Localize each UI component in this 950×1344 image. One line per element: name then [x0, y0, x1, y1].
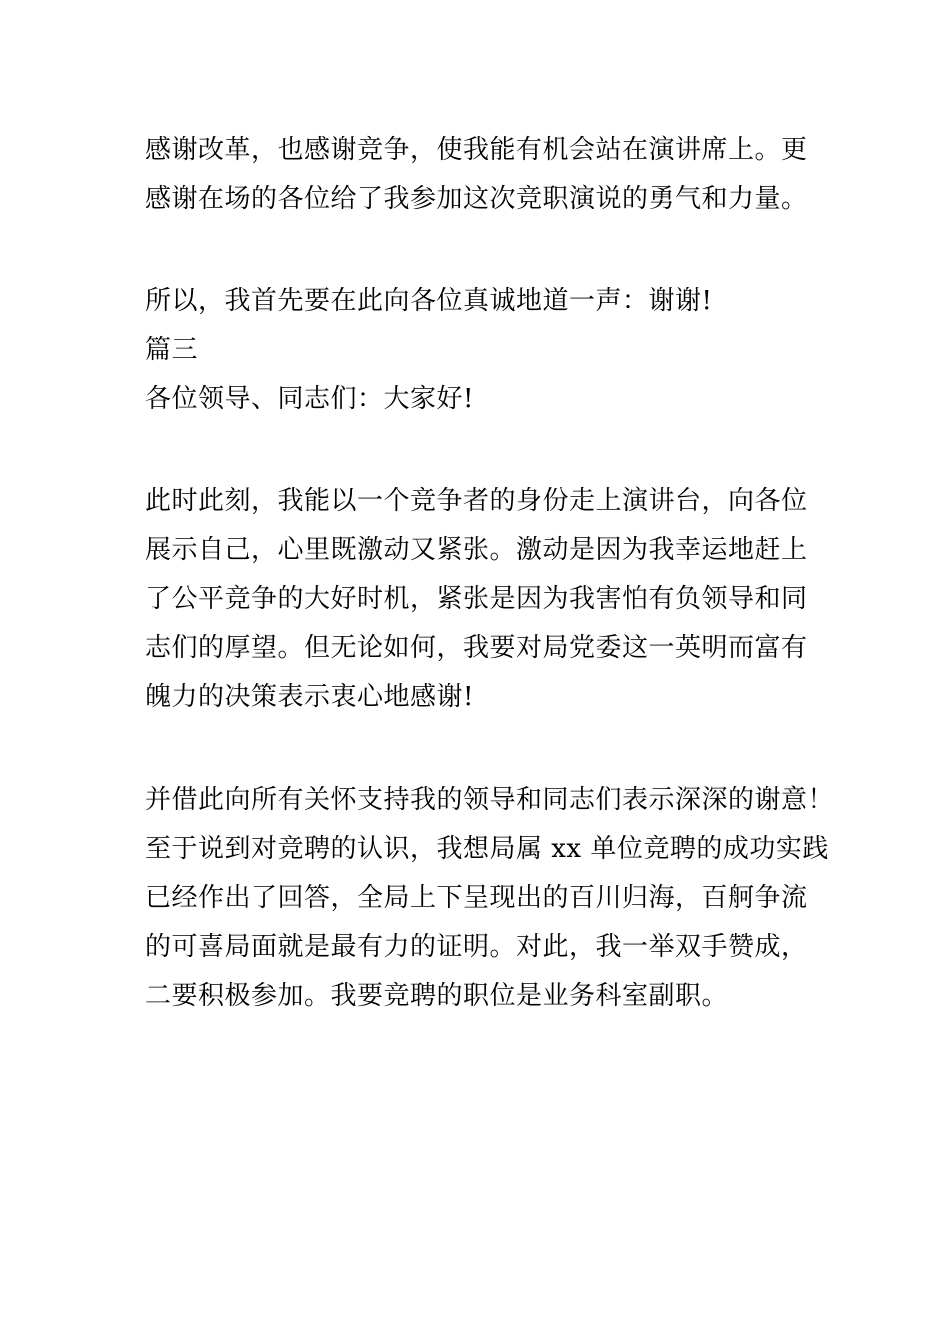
- text-line: 此时此刻，我能以一个竞争者的身份走上演讲台，向各位: [145, 486, 808, 516]
- text-line: 展示自己，心里既激动又紧张。激动是因为我幸运地赶上: [145, 535, 808, 565]
- text-line: 所以，我首先要在此向各位真诚地道一声：谢谢!: [145, 286, 713, 316]
- text-line: 的可喜局面就是最有力的证明。对此，我一举双手赞成，: [145, 932, 808, 962]
- text-line: 魄力的决策表示衷心地感谢!: [145, 682, 474, 712]
- text-line: 并借此向所有关怀支持我的领导和同志们表示深深的谢意！: [145, 785, 835, 815]
- text-line: 已经作出了回答，全局上下呈现出的百川归海，百舸争流: [145, 883, 808, 913]
- text-line: 感谢改革，也感谢竞争，使我能有机会站在演讲席上。更: [145, 135, 808, 165]
- text-line: 二要积极参加。我要竞聘的职位是业务科室副职。: [145, 981, 729, 1011]
- text-line: 了公平竞争的大好时机，紧张是因为我害怕有负领导和同: [145, 584, 808, 614]
- text-line: 至于说到对竞聘的认识，我想局属 xx 单位竞聘的成功实践: [145, 834, 829, 864]
- text-line: 志们的厚望。但无论如何，我要对局党委这一英明而富有: [145, 633, 808, 663]
- section-heading: 篇三: [145, 335, 199, 365]
- greeting-line: 各位领导、同志们：大家好!: [145, 384, 474, 414]
- text-line: 感谢在场的各位给了我参加这次竞职演说的勇气和力量。: [145, 184, 808, 214]
